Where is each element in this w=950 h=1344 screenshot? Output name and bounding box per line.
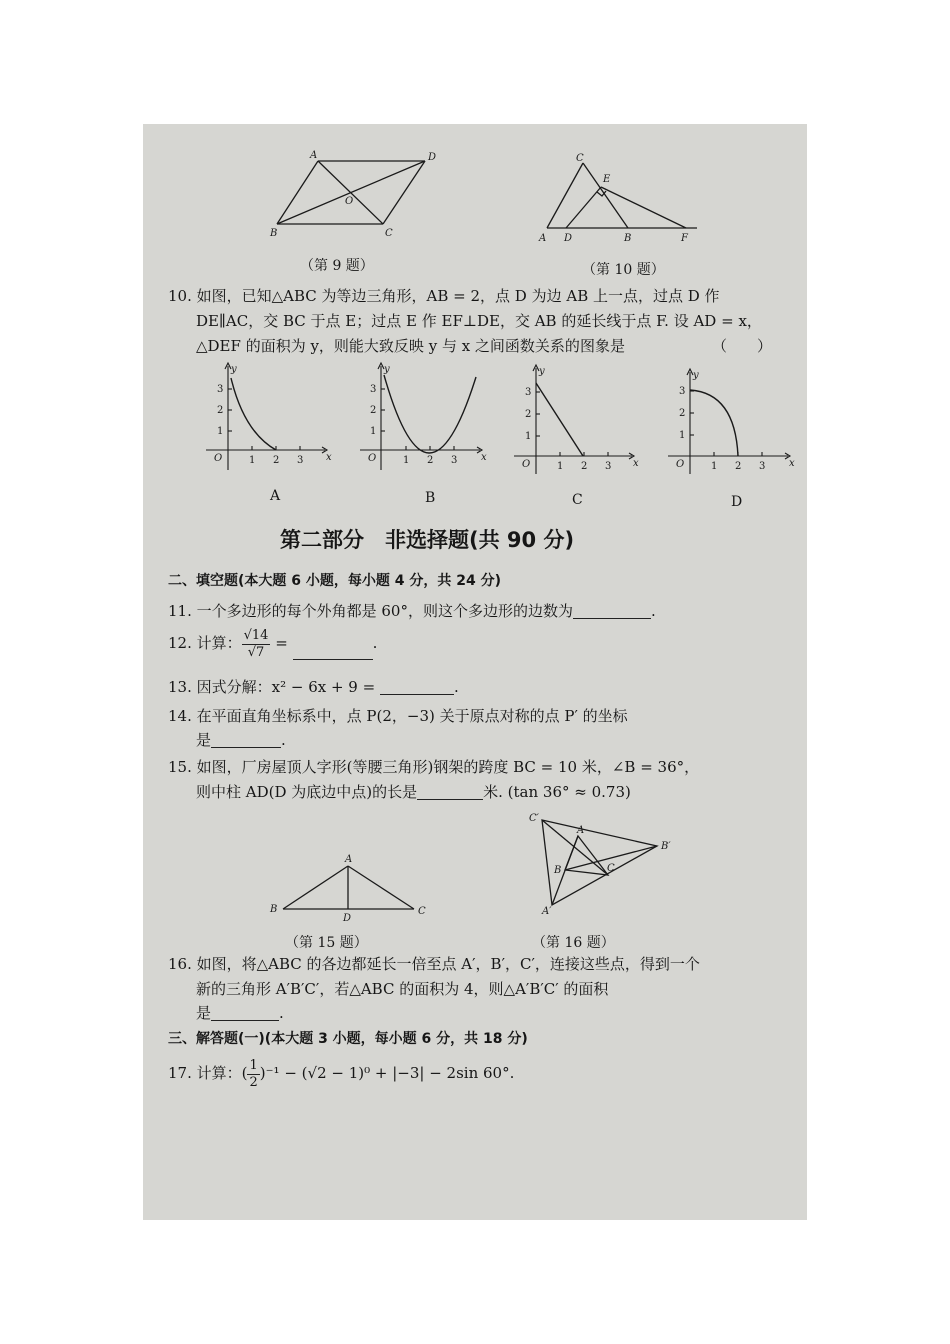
section3-header: 三、解答题(一)(本大题 3 小题，每小题 6 分，共 18 分) bbox=[168, 1031, 528, 1047]
q16-line-3 bbox=[196, 1006, 284, 1021]
graph-a-ytick-3: 3 bbox=[217, 384, 224, 395]
q15-line-1: 15. 如图，厂房屋顶人字形(等腰三角形)钢架的跨度 BC = 10 米，∠B = 36°， bbox=[168, 758, 700, 776]
fig10-label-d: D bbox=[564, 233, 573, 244]
fig15-label-b: B bbox=[270, 904, 278, 915]
q16-line3-text: 是 bbox=[196, 1004, 212, 1022]
fig9-label-d: D bbox=[428, 152, 437, 163]
graph-b-xtick-3: 3 bbox=[451, 455, 458, 466]
graph-d-ytick-1: 1 bbox=[679, 430, 686, 441]
graph-a-x-label: x bbox=[326, 452, 332, 463]
q16-end: . bbox=[279, 1004, 284, 1022]
q10-line-2: DE∥AC，交 BC 于点 E；过点 E 作 EF⊥DE，交 AB 的延长线于点 F. 设 AD = x， bbox=[196, 312, 762, 330]
graph-a-ytick-2: 2 bbox=[217, 405, 224, 416]
graph-b-ytick-1: 1 bbox=[370, 426, 377, 437]
graph-c-xtick-2: 2 bbox=[581, 461, 588, 472]
q17-prefix: 17. 计算：( bbox=[168, 1064, 248, 1083]
fig16-caption: （第 16 题） bbox=[532, 935, 615, 951]
graph-d-option-label: D bbox=[731, 494, 743, 510]
graph-d-xtick-2: 2 bbox=[735, 461, 742, 472]
graph-a-y-label: y bbox=[231, 364, 237, 375]
fig10-label-c: C bbox=[576, 153, 584, 164]
fig16-label-c-prime: C′ bbox=[529, 813, 539, 824]
q12-end: . bbox=[372, 634, 378, 653]
fig16-label-b-prime: B′ bbox=[661, 841, 671, 852]
graph-d-x-label: x bbox=[789, 458, 795, 469]
graph-b-x-label: x bbox=[481, 452, 487, 463]
q16-answer-blank[interactable] bbox=[211, 1006, 279, 1021]
q16-line-1: 16. 如图，将△ABC 的各边都延长一倍至点 A′，B′，C′，连接这些点，得到一个 bbox=[168, 955, 700, 973]
fig9-label-b: B bbox=[270, 228, 278, 239]
q15-line2-start: 则中柱 AD(D 为底边中点)的长是 bbox=[196, 783, 418, 801]
q15-line2-end: 米. (tan 36° ≈ 0.73) bbox=[483, 783, 631, 801]
graph-a-ytick-1: 1 bbox=[217, 426, 224, 437]
fig16-label-b: B bbox=[554, 865, 562, 876]
graph-b-xtick-2: 2 bbox=[427, 455, 434, 466]
graph-c-ytick-3: 3 bbox=[525, 387, 532, 398]
graph-c-xtick-3: 3 bbox=[605, 461, 612, 472]
fig10-label-b: B bbox=[624, 233, 632, 244]
part2-title: 第二部分 非选择题(共 90 分) bbox=[280, 528, 575, 552]
graph-b-ytick-2: 2 bbox=[370, 405, 377, 416]
graph-b-option-label: B bbox=[425, 490, 436, 506]
fig15-caption: （第 15 题） bbox=[285, 935, 368, 951]
q11-end: . bbox=[650, 602, 656, 620]
q10-line-1: 10. 如图，已知△ABC 为等边三角形，AB = 2，点 D 为边 AB 上一点，过点 D 作 bbox=[168, 287, 720, 305]
graph-a-xtick-1: 1 bbox=[249, 455, 256, 466]
q10-answer-paren: （ ） bbox=[712, 337, 773, 355]
q17-rest: )⁻¹ − (√2 − 1)⁰ + |−3| − 2sin 60°. bbox=[259, 1064, 515, 1083]
q17 bbox=[168, 1058, 514, 1090]
graph-c-x-label: x bbox=[633, 458, 639, 469]
q12-numerator: √14 bbox=[243, 628, 269, 643]
fig16-label-a: A bbox=[577, 825, 585, 836]
section2-header: 二、填空题(本大题 6 小题，每小题 4 分，共 24 分) bbox=[168, 573, 502, 589]
graph-c-origin: O bbox=[522, 459, 531, 470]
graph-b-xtick-1: 1 bbox=[403, 455, 410, 466]
graph-d-origin: O bbox=[676, 459, 685, 470]
graph-a-origin: O bbox=[214, 453, 223, 464]
graph-c-ytick-1: 1 bbox=[525, 431, 532, 442]
graph-b-ytick-3: 3 bbox=[370, 384, 377, 395]
q11-text: 11. 一个多边形的每个外角都是 60°，则这个多边形的边数为 bbox=[168, 602, 573, 620]
graph-b-origin: O bbox=[368, 453, 377, 464]
q17-numerator: 1 bbox=[249, 1058, 258, 1073]
fig9-label-a: A bbox=[310, 150, 318, 161]
graph-c-option-label: C bbox=[572, 492, 583, 508]
graph-a-option-label: A bbox=[270, 488, 281, 504]
q12-denominator: √7 bbox=[247, 644, 265, 660]
fig10-caption: （第 10 题） bbox=[582, 262, 665, 278]
q12-prefix: 12. 计算： bbox=[168, 634, 242, 653]
fig9-label-o: O bbox=[345, 196, 354, 207]
fig15-label-a: A bbox=[345, 854, 353, 865]
q17-denominator: 2 bbox=[249, 1074, 258, 1090]
q10-line-3: △DEF 的面积为 y，则能大致反映 y 与 x 之间函数关系的图象是 bbox=[196, 337, 625, 355]
fig10-label-f: F bbox=[681, 233, 688, 244]
q14-line-1: 14. 在平面直角坐标系中，点 P(2，−3) 关于原点对称的点 P′ 的坐标 bbox=[168, 707, 628, 725]
fig9-label-c: C bbox=[385, 228, 393, 239]
graph-d-y-label: y bbox=[693, 370, 699, 381]
q13-end: . bbox=[453, 678, 459, 696]
graph-c-ytick-2: 2 bbox=[525, 409, 532, 420]
q14-end: . bbox=[281, 731, 286, 749]
fig16-label-a-prime: A′ bbox=[542, 906, 552, 917]
graph-d-ytick-3: 3 bbox=[679, 386, 686, 397]
graph-d-xtick-1: 1 bbox=[711, 461, 718, 472]
fig15-label-c: C bbox=[418, 906, 426, 917]
graph-a-xtick-2: 2 bbox=[273, 455, 280, 466]
graph-b-y-label: y bbox=[384, 364, 390, 375]
fig9-caption: （第 9 题） bbox=[300, 258, 374, 274]
graph-d-xtick-3: 3 bbox=[759, 461, 766, 472]
graph-a-xtick-3: 3 bbox=[297, 455, 304, 466]
q13-text: 13. 因式分解：x² − 6x + 9 = bbox=[168, 678, 380, 696]
graph-c-y-label: y bbox=[539, 366, 545, 377]
q17-fraction bbox=[247, 1058, 259, 1090]
fig15-label-d: D bbox=[343, 913, 352, 924]
fig16-label-c: C bbox=[607, 863, 615, 874]
graph-c-xtick-1: 1 bbox=[557, 461, 564, 472]
q12-equals: = bbox=[270, 634, 293, 653]
fig10-label-e: E bbox=[603, 174, 611, 185]
graph-d-ytick-2: 2 bbox=[679, 408, 686, 419]
q16-line-2: 新的三角形 A′B′C′，若△ABC 的面积为 4，则△A′B′C′ 的面积 bbox=[196, 980, 609, 998]
fig10-label-a: A bbox=[539, 233, 547, 244]
q14-line2-text: 是 bbox=[196, 731, 212, 749]
